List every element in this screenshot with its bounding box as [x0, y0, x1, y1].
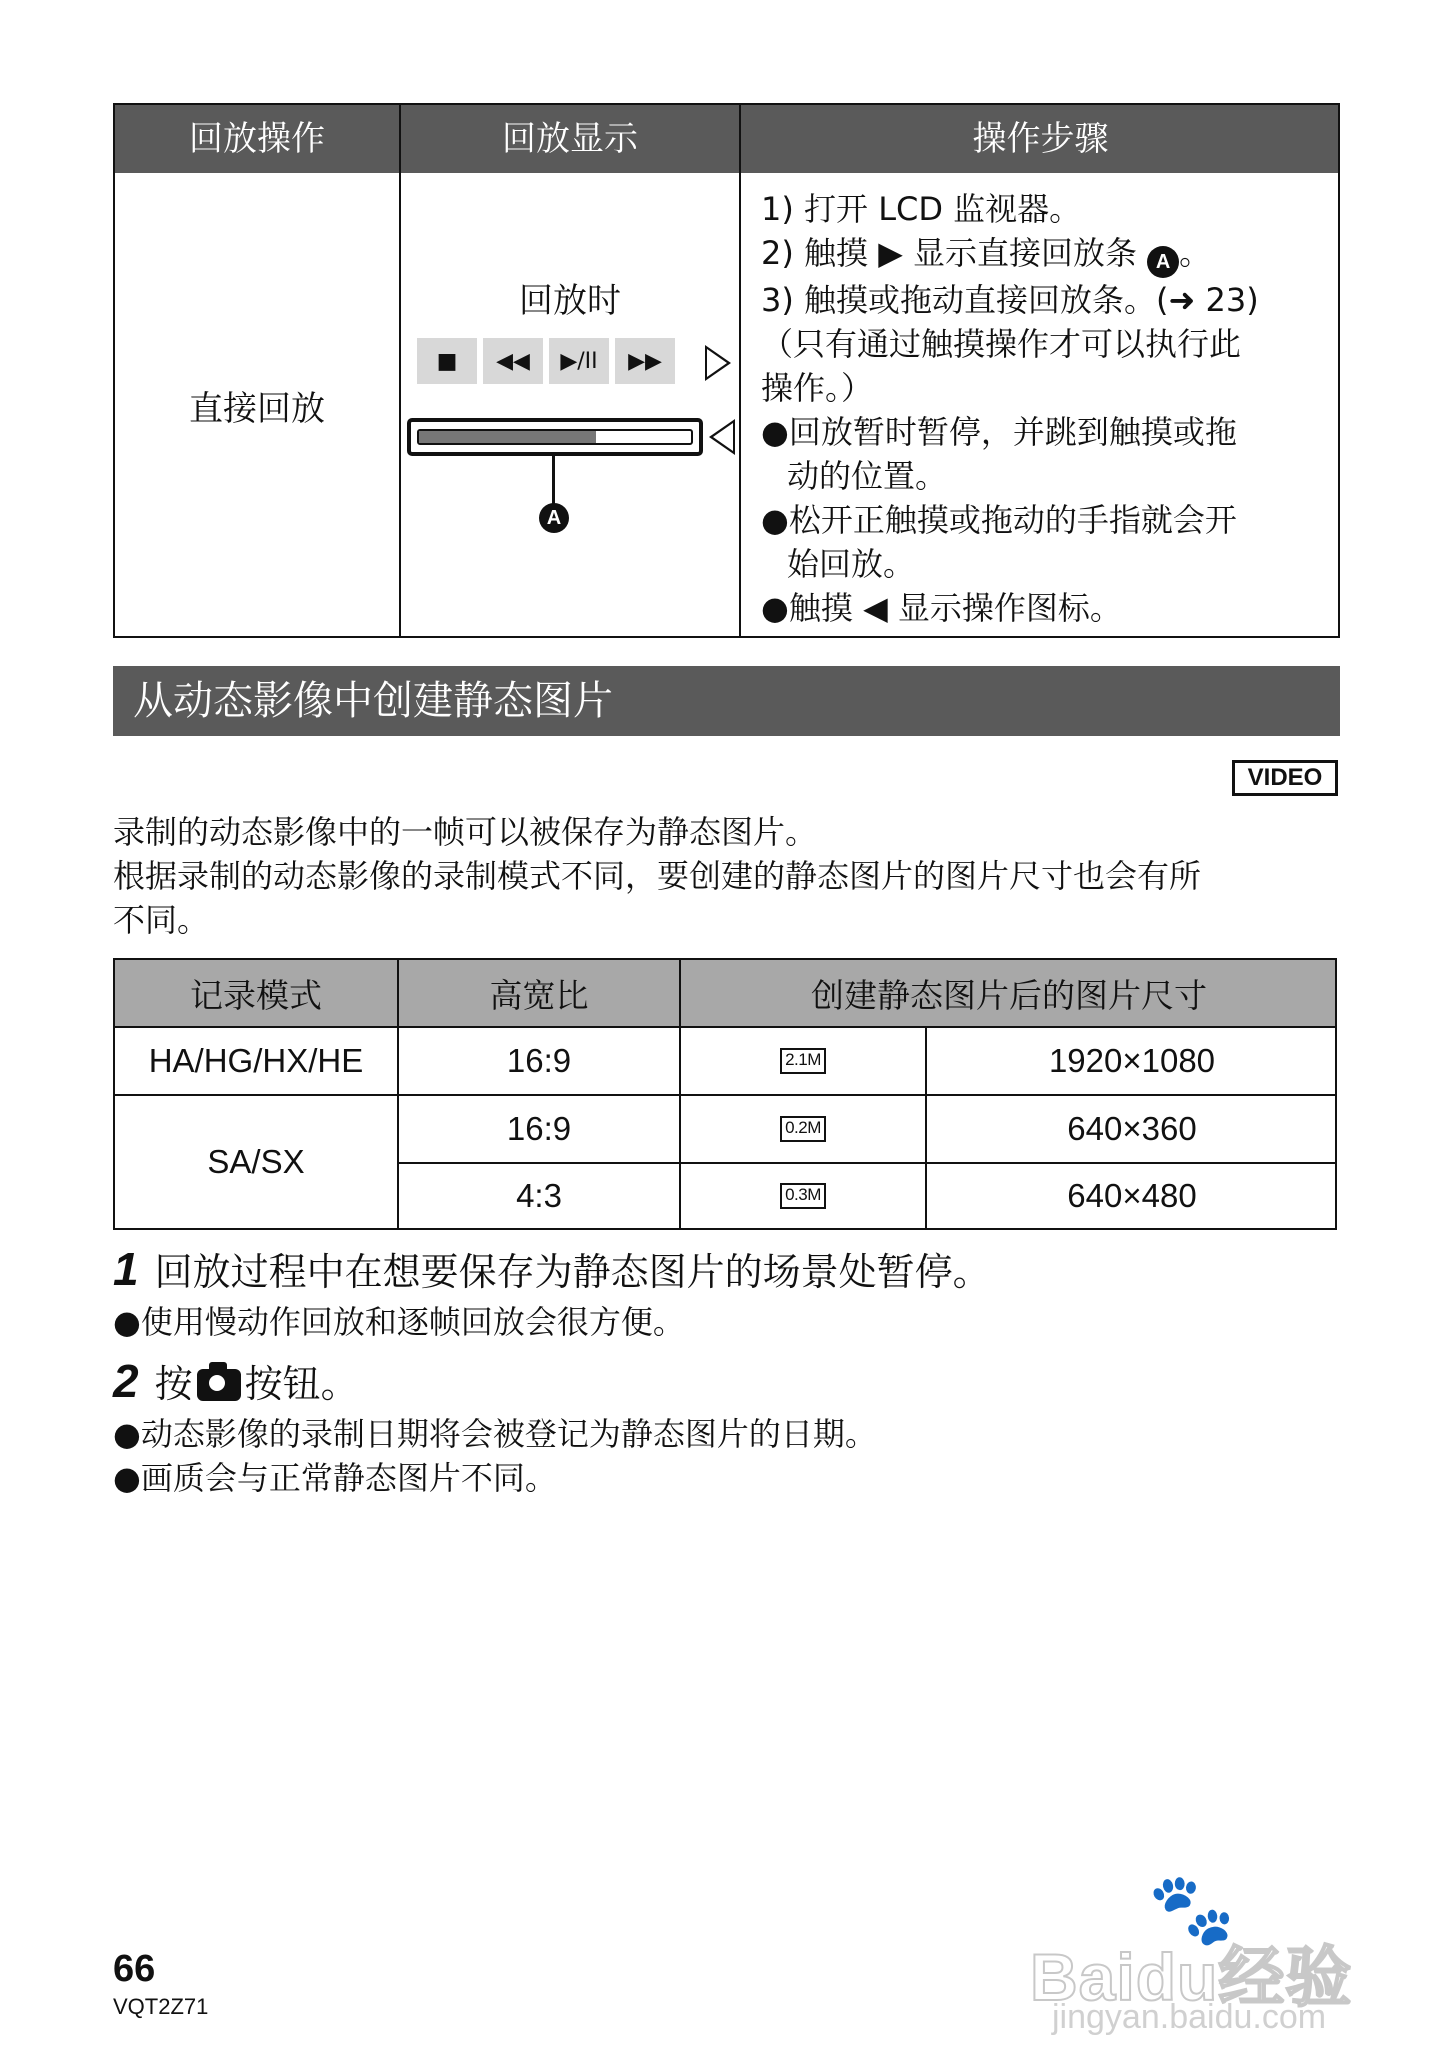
step-note: ●松开正触摸或拖动的手指就会开 [761, 501, 1237, 539]
marker-a-icon: A [1147, 246, 1179, 278]
picture-size-icon: 2.1M [780, 1048, 826, 1074]
section-title: 从动态影像中创建静态图片 [113, 666, 1340, 736]
step-note: ●回放暂时暂停，并跳到触摸或拖 [761, 413, 1237, 451]
watermark-url: jingyan.baidu.com [1052, 1998, 1327, 2036]
size-cell: 1920×1080 [1048, 1042, 1216, 1079]
stop-icon[interactable]: ■ [417, 338, 477, 384]
progress-fill [419, 431, 596, 443]
step-number: 1 [113, 1243, 139, 1295]
header-operation: 回放操作 [189, 119, 325, 159]
document-code: VQT2Z71 [113, 1994, 209, 2019]
watermark-brand: Baidu经验 [1030, 1940, 1353, 2014]
size-cell: 640×360 [1067, 1110, 1197, 1147]
header-size: 创建静态图片后的图片尺寸 [811, 975, 1207, 1015]
step-title: 回放过程中在想要保存为静态图片的场景处暂停。 [154, 1250, 991, 1294]
step-line: 1) 打开 LCD 监视器。 [761, 190, 1082, 228]
picture-size-table [113, 958, 1337, 1230]
show-direct-bar-icon[interactable] [705, 345, 731, 381]
picture-size-icon: 0.3M [780, 1183, 826, 1209]
ratio-cell: 16:9 [506, 1110, 572, 1147]
step-title: 按 [154, 1362, 193, 1406]
mode-cell: HA/HG/HX/HE [148, 1042, 364, 1079]
section-intro [113, 810, 1353, 942]
size-cell: 640×480 [1067, 1177, 1197, 1214]
rewind-icon[interactable]: ◀◀ [483, 338, 543, 384]
show-controls-icon[interactable] [709, 419, 735, 455]
header-steps: 操作步骤 [972, 119, 1109, 159]
header-ratio: 高宽比 [489, 975, 589, 1015]
baidu-watermark [1030, 1868, 1370, 2038]
fast-forward-icon[interactable]: ▶▶ [615, 338, 675, 384]
step-line: （只有通过触摸操作才可以执行此 [761, 325, 1242, 363]
ratio-cell: 4:3 [516, 1177, 562, 1214]
step-2-heading [113, 1356, 359, 1409]
size-icon-cell [681, 1028, 925, 1094]
direct-playback-bar[interactable] [407, 418, 703, 456]
step-line: 3) 触摸或拖动直接回放条。(➜ 23) [761, 281, 1259, 319]
playback-display [401, 173, 739, 638]
progress-track [417, 429, 693, 445]
paw-logo-icon: 🐾 [1148, 1868, 1236, 1950]
step-note: ●动态影像的录制日期将会被登记为静态图片的日期。 [113, 1415, 877, 1453]
marker-line [552, 456, 555, 506]
step-note: ●画质会与正常静态图片不同。 [113, 1459, 557, 1497]
header-display: 回放显示 [502, 119, 638, 159]
step-note: ●使用慢动作回放和逐帧回放会很方便。 [113, 1303, 685, 1341]
size-icon-cell [681, 1164, 925, 1228]
intro-line: 录制的动态影像中的一帧可以被保存为静态图片。 [113, 813, 818, 851]
header-mode: 记录模式 [190, 975, 322, 1015]
video-mode-tag: VIDEO [1232, 760, 1338, 796]
intro-line: 根据录制的动态影像的录制模式不同，要创建的静态图片的图片尺寸也会有所 [113, 857, 1202, 895]
step-1-heading [113, 1244, 991, 1297]
size-icon-cell [681, 1096, 925, 1162]
play-pause-icon[interactable]: ▶/II [549, 338, 609, 384]
page-number: 66 [113, 1948, 156, 1990]
marker-a-icon: A [539, 503, 569, 533]
step-line: 2) 触摸 ▶ 显示直接回放条 A 。 [761, 231, 1328, 278]
step-line: 操作。） [761, 369, 874, 407]
camera-icon [197, 1369, 241, 1401]
step-note: 动的位置。 [787, 457, 948, 495]
step-note: 始回放。 [787, 545, 916, 583]
mode-cell: SA/SX [207, 1143, 305, 1180]
step-number: 2 [113, 1355, 139, 1407]
table-header [115, 105, 1338, 173]
operation-steps [741, 173, 1340, 638]
playback-operation-table [113, 103, 1340, 638]
display-title: 回放时 [519, 281, 621, 321]
intro-line: 不同。 [113, 901, 210, 939]
operation-name: 直接回放 [189, 389, 325, 429]
picture-size-icon: 0.2M [780, 1116, 826, 1142]
step-note: ●触摸 ◀ 显示操作图标。 [761, 589, 1122, 627]
ratio-cell: 16:9 [506, 1042, 572, 1079]
step-title: 按钮。 [244, 1362, 359, 1406]
